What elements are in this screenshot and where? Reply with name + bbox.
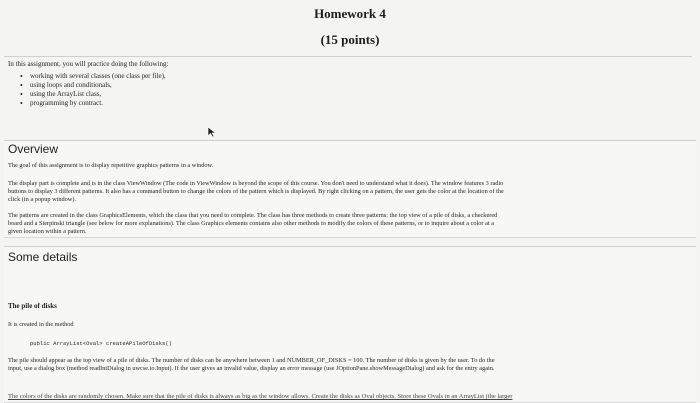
intro-lead: In this assignment, you will practice doing the following: xyxy=(8,60,169,68)
overview-paragraph-1: The goal of this assignment is to display repetitive graphics patterns in a window. xyxy=(8,162,214,169)
intro-bullet-list xyxy=(20,72,166,108)
overview-paragraph-2-line-2: buttons to display 3 different patterns. It also has a command button to change the colors of the pattern which is displayed. By right clicking on a pattern, the user gets the color at the location of the xyxy=(8,188,504,195)
details-paragraph-1: It is created in the method xyxy=(8,321,74,328)
details-paragraph-2-line-1: The pile should appear as the top view of a pile of disks. The number of disks can be anywhere between 1 and NUMBER_OF_DISKS = 100. The number of disks is given by the user. To do the xyxy=(8,357,495,364)
details-heading: Some details xyxy=(8,250,78,264)
page-title: Homework 4 xyxy=(314,6,386,21)
list-item: • using the ArrayList class, xyxy=(20,90,166,99)
list-item: • using loops and conditionals, xyxy=(20,81,166,90)
details-subheading: The pile of disks xyxy=(8,302,57,310)
details-paragraph-3-cut: The colors of the disks are randomly chosen. Make sure that the pile of disks is always as big as the window allows. Create the disks as Oval objects. Store these Ovals in an ArrayList (the larger xyxy=(8,393,513,400)
overview-paragraph-2-line-3: click (in a popup window). xyxy=(8,196,77,203)
code-snippet: public ArrayList<Oval> createAPileOfDisks() xyxy=(30,340,172,347)
list-item: • programming by contract. xyxy=(20,99,166,108)
overview-paragraph-3-line-3: given location within a pattern. xyxy=(8,228,87,235)
mouse-pointer-icon xyxy=(207,126,217,138)
overview-paragraph-3-line-1: The patterns are created in the class GraphicsElements, which the class that you need to complete. The class has three methods to create three patterns: the top view of a pile of disks, a checkered xyxy=(8,212,498,219)
points-label: (15 points) xyxy=(320,32,380,47)
overview-heading: Overview xyxy=(8,142,59,156)
overview-paragraph-2-line-1: The display part is complete and is in the class ViewWindow (The code in ViewWindow is beyond the scope of this course. You don't need to understand what it does). The window features 3 radio xyxy=(8,180,504,187)
overview-paragraph-3-line-2: board and a Sierpinski triangle (see below for more explanations). The class Graphics elements contains also other methods to modify the colors of these patterns, or to inquire about a color at a xyxy=(8,220,495,227)
details-paragraph-2-line-2: input, use a dialog box (method readIntDialog in uwcse.io.Input). If the user gives an invalid value, display an error message (use JOptionPane.showMessageDialog) and ask for the entry again. xyxy=(8,365,495,372)
list-item: • working with several classes (one class per file), xyxy=(20,72,166,81)
